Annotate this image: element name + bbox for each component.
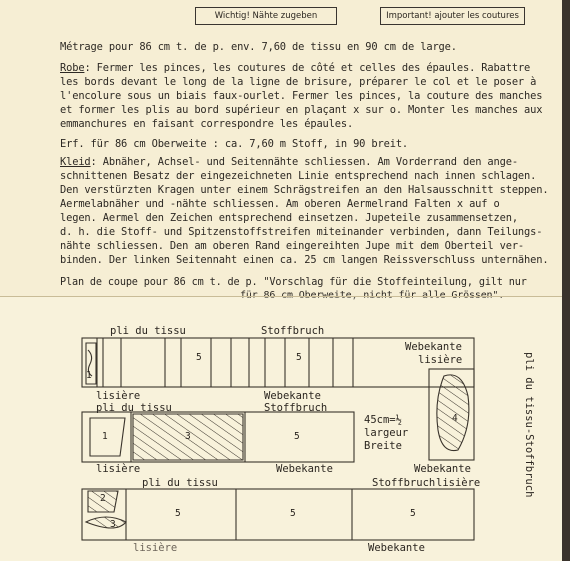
robe-line: les bords devant le long de la ligne de brisure, préparer le col et le poser à	[60, 76, 537, 88]
robe-label: Robe	[60, 62, 85, 74]
piece-number: 4	[452, 413, 458, 424]
piece-number: 5	[175, 508, 181, 519]
width-note: 45cm=½	[364, 414, 402, 426]
width-note: Breite	[364, 440, 402, 452]
piece-number: 5	[296, 352, 302, 363]
piece-number: 5	[196, 352, 202, 363]
label-stoffbruch: Stoffbruch	[372, 477, 436, 489]
label-stoffbruch: Stoffbruch	[264, 402, 328, 414]
piece-number: 5	[290, 508, 296, 519]
robe-line: : Fermer les pinces, les coutures de côté et celles des épaules. Rabattre	[84, 62, 531, 74]
label-lisiere: lisière	[96, 463, 141, 475]
label-pli-du-tissu: pli du tissu	[110, 325, 186, 337]
piece-number: 3	[185, 431, 191, 442]
piece-number: 3	[110, 519, 116, 530]
metrage-line: Métrage pour 86 cm t. de p. env. 7,60 de tissu en 90 cm de large.	[60, 41, 457, 53]
scan-edge	[562, 0, 570, 561]
erf-line: Erf. für 86 cm Oberweite : ca. 7,60 m Stoff, in 90 breit.	[60, 138, 409, 150]
kleid-line: d. h. die Stoff- und Spitzenstoffstreifen miteinander verbinden, dann Teilungs-	[60, 226, 543, 238]
piece-number: 5	[294, 431, 300, 442]
label-webekante: Webekante	[405, 341, 462, 353]
badge-wichtig: Wichtig! Nähte zugeben	[195, 7, 337, 25]
label-webekante: Webekante	[414, 463, 471, 475]
robe-line: emmanchures en faisant correspondre les épaules.	[60, 118, 354, 130]
badge-important: Important! ajouter les coutures	[380, 7, 525, 25]
kleid-line: binden. Der linken Seitennaht einen ca. 25 cm langen Reissverschluss unternähen.	[60, 254, 549, 266]
label-webekante: Webekante	[276, 463, 333, 475]
piece-number: 2	[100, 493, 106, 504]
piece-number: 1	[86, 370, 92, 381]
kleid-line: : Abnäher, Achsel- und Seitennähte schliessen. Am Vorderrand den ange-	[90, 156, 518, 168]
label-pli-du-tissu: pli du tissu	[142, 477, 218, 489]
kleid-line: Aermelabnäher und -nähte schliessen. Am oberen Aermelrand Falten x auf o	[60, 198, 500, 210]
kleid-line: schnittenen Besatz der eingezeichneten Linie entsprechend nach innen schlagen.	[60, 170, 537, 182]
width-note: largeur	[364, 427, 409, 439]
label-lisiere: lisière	[133, 542, 178, 554]
kleid-line: Den verstürzten Kragen unter einem Schrägstreifen an den Halsausschnitt steppen.	[60, 184, 549, 196]
kleid-label: Kleid	[60, 156, 91, 168]
robe-line: l'encolure sous un biais faux-ourlet. Fermer les pinces, la couture des manches	[60, 90, 543, 102]
label-pli-du-tissu: pli du tissu	[96, 402, 172, 414]
piece-3b-hatched	[86, 517, 126, 528]
label-webekante: Webekante	[368, 542, 425, 554]
label-lisiere: lisière	[96, 390, 141, 402]
label-stoffbruch: Stoffbruch	[261, 325, 325, 337]
label-lisiere: lisière	[436, 477, 481, 489]
piece-number: 1	[102, 431, 108, 442]
kleid-line: nähte schliessen. Den am oberen Rand eingereihten Jupe mit dem Oberteil ver-	[60, 240, 525, 252]
label-lisiere: lisière	[418, 354, 463, 366]
plan-title-line-1: Plan de coupe pour 86 cm t. de p. "Vorschlag für die Stoffeinteilung, gilt nur	[60, 277, 527, 288]
label-vertical-fold: pli du tissu-Stoffbruch	[523, 352, 535, 498]
kleid-line: legen. Aermel den Zeichen entsprechend einsetzen. Jupeteile zusammensetzen,	[60, 212, 518, 224]
robe-line: et former les plis au bord supérieur en plaçant x sur o. Monter les manches aux	[60, 104, 543, 116]
label-webekante: Webekante	[264, 390, 321, 402]
piece-number: 5	[410, 508, 416, 519]
